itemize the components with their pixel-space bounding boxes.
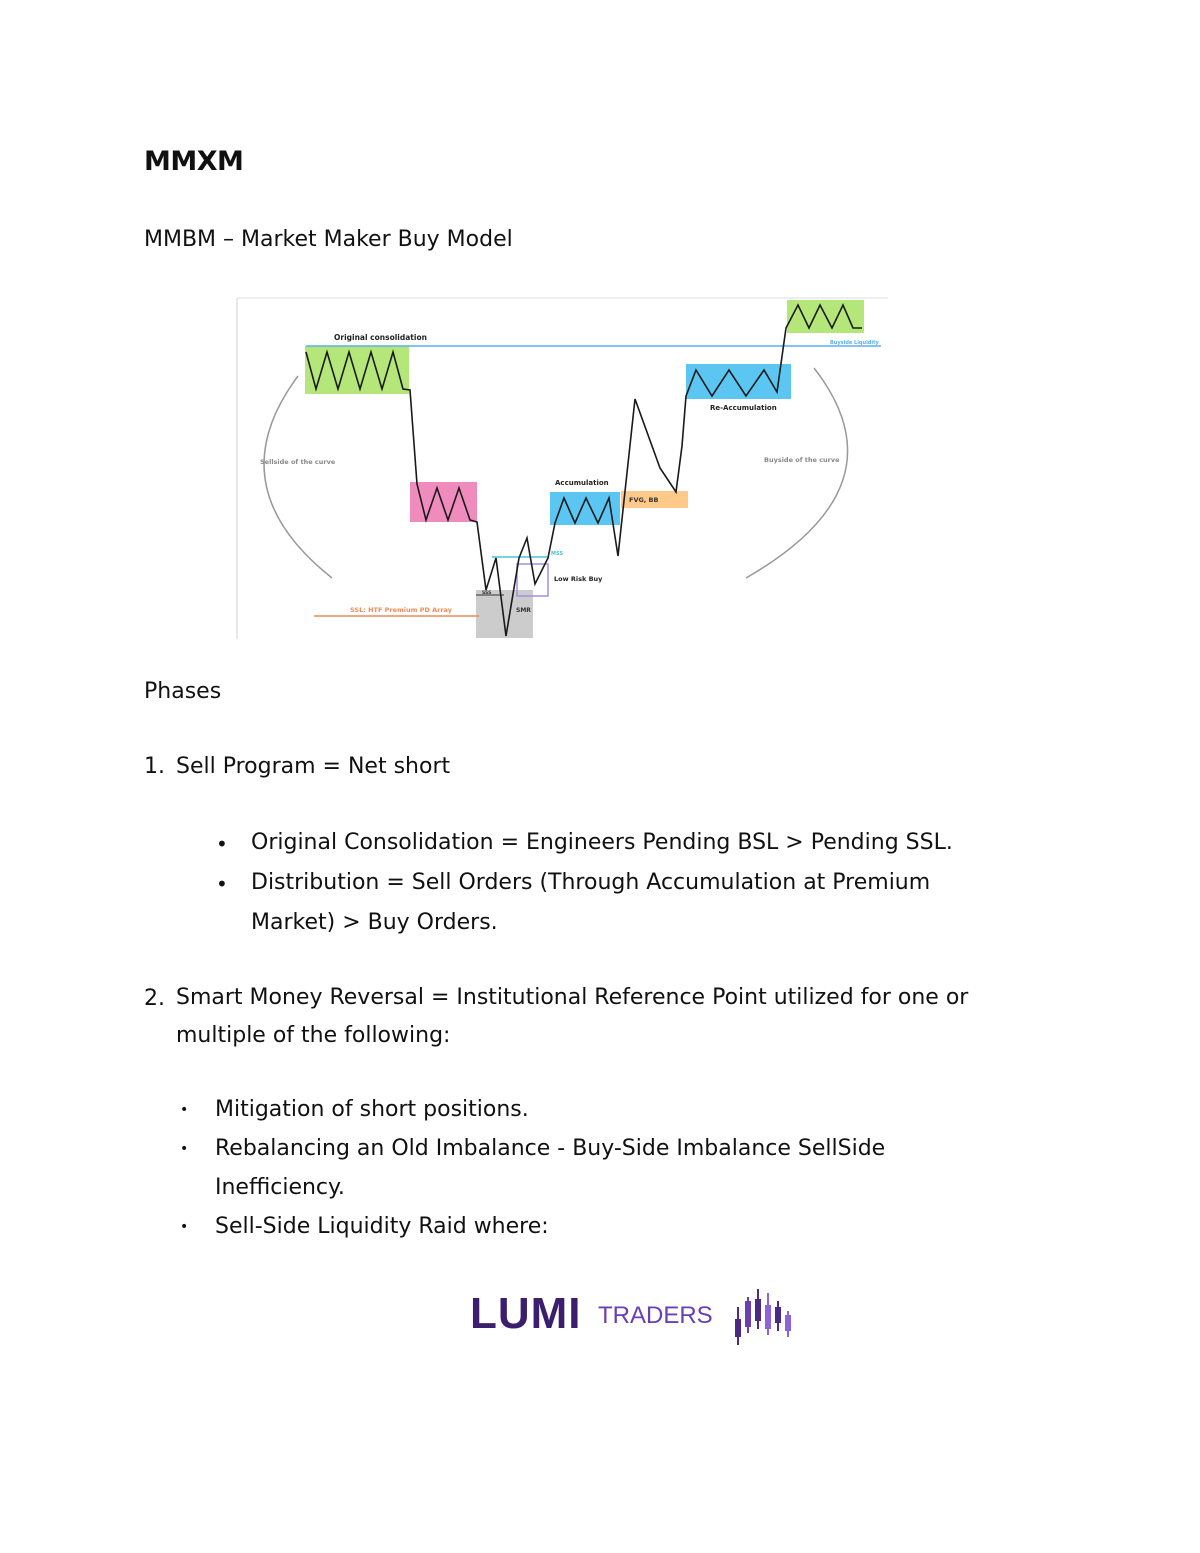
item-1-text: Sell Program = Net short [176, 754, 451, 779]
item-1-bullet-1-line-1: Original Consolidation = Engineers Pending BSL > Pending SSL. [251, 830, 953, 855]
label-sss: SSS [482, 591, 492, 596]
buyside-curve [746, 368, 848, 578]
item-2-bullet-1-marker: • [180, 1102, 189, 1118]
item-2-bullet-2-marker: • [180, 1141, 189, 1157]
smr-box [476, 590, 533, 638]
label-sellside-curve: Sellside of the curve [260, 458, 336, 466]
item-2-bullet-2-line-2: Inefficiency. [215, 1175, 345, 1200]
label-buyside-liquidity: Buyside Liquidity [830, 340, 879, 346]
subtitle: MMBM – Market Maker Buy Model [144, 227, 513, 252]
label-smr: SMR [516, 607, 531, 614]
logo-traders-text: TRADERS [598, 1302, 713, 1329]
item-2-bullet-1-line-1: Mitigation of short positions. [215, 1097, 529, 1122]
item-1-bullet-1-marker: • [216, 832, 228, 856]
item-1-number: 1. [144, 754, 165, 779]
item-1-bullet-2-line-1: Distribution = Sell Orders (Through Accumulation at Premium [251, 870, 931, 895]
label-fvg-bb: FVG, BB [629, 496, 659, 504]
phases-heading: Phases [144, 679, 222, 704]
item-2-bullet-3-marker: • [180, 1219, 189, 1235]
item-2-number: 2. [144, 986, 165, 1011]
mmbm-diagram [236, 296, 888, 641]
label-ssl-htf: SSL: HTF Premium PD Array [350, 606, 452, 614]
lumi-traders-logo [470, 1285, 800, 1349]
item-2-line-2: multiple of the following: [176, 1023, 451, 1048]
label-accumulation: Accumulation [555, 479, 609, 487]
item-1-bullet-2-marker: • [216, 872, 228, 896]
item-2-bullet-3-line-1: Sell-Side Liquidity Raid where: [215, 1214, 549, 1239]
label-low-risk-buy: Low Risk Buy [554, 575, 603, 583]
re-accumulation-box [686, 364, 791, 399]
label-original-consolidation: Original consolidation [334, 333, 427, 342]
label-buyside-curve: Buyside of the curve [764, 456, 840, 464]
label-re-accumulation: Re-Accumulation [710, 404, 777, 412]
candlestick-icon [732, 1285, 798, 1349]
item-2-line-1: Smart Money Reversal = Institutional Reference Point utilized for one or [176, 985, 969, 1010]
item-1-bullet-2-line-2: Market) > Buy Orders. [251, 910, 498, 935]
label-mss: MSS [551, 551, 563, 557]
sellside-curve [264, 376, 332, 578]
page-title: MMXM [144, 146, 244, 177]
item-2-bullet-2-line-1: Rebalancing an Old Imbalance - Buy-Side Imbalance SellSide [215, 1136, 886, 1161]
distribution-box [410, 482, 477, 522]
logo-lumi-text: LUMI [470, 1289, 582, 1338]
